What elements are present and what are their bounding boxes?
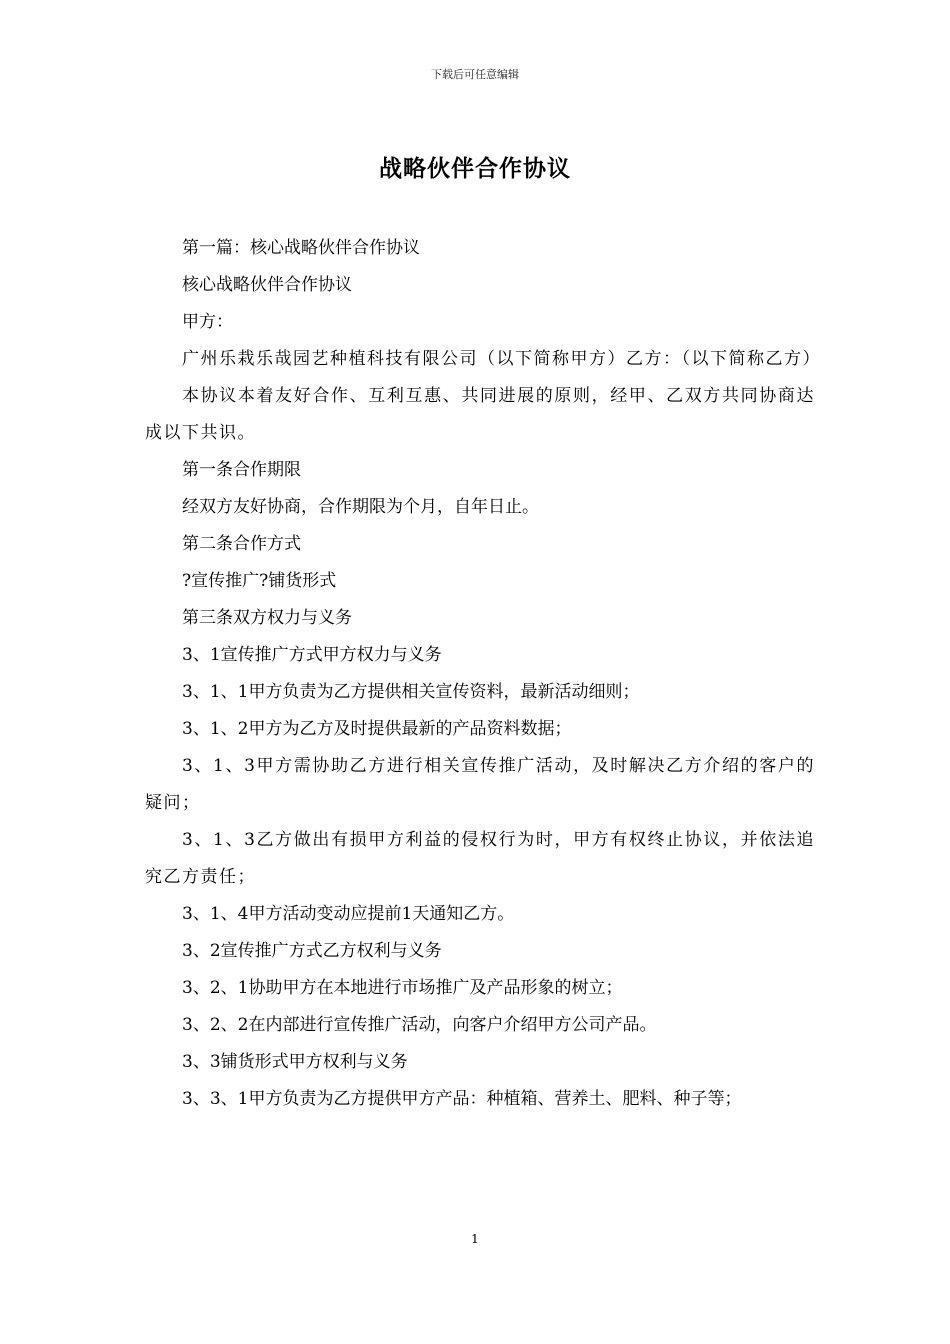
clause-paragraph: 3、1宣传推广方式甲方权力与义务	[182, 645, 442, 665]
article-heading: 第二条合作方式	[182, 534, 301, 554]
parties-paragraph: 广州乐栽乐哉园艺种植科技有限公司（以下简称甲方）乙方：（以下简称乙方）	[182, 349, 821, 369]
page-number: 1	[471, 1232, 479, 1246]
article-heading: 第三条双方权力与义务	[182, 608, 352, 628]
document-title: 战略伙伴合作协议	[379, 155, 571, 182]
clause-paragraph: 3、1、2甲方为乙方及时提供最新的产品资料数据；	[182, 719, 572, 739]
clause-paragraph: 3、1、3甲方需协助乙方进行相关宣传推广活动，及时解决乙方介绍的客户的疑问；	[145, 756, 815, 813]
clause-paragraph: 3、3铺货形式甲方权利与义务	[182, 1052, 408, 1072]
clause-paragraph: 3、2、1协助甲方在本地进行市场推广及产品形象的树立；	[182, 978, 623, 998]
clause-paragraph: 3、1、3乙方做出有损甲方利益的侵权行为时，甲方有权终止协议，并依法追究乙方责任；	[145, 830, 815, 887]
intro-paragraph: 本协议本着友好合作、互利互惠、共同进展的原则，经甲、乙双方共同协商达成以下共识。	[145, 386, 815, 443]
party-a-label: 甲方：	[182, 312, 233, 332]
clause-paragraph: 3、1、4甲方活动变动应提前1天通知乙方。	[182, 904, 515, 924]
page-header: 下载后可任意编辑	[431, 68, 519, 81]
article-heading: 第一条合作期限	[182, 460, 301, 480]
clause-paragraph: ?宣传推广?铺货形式	[182, 571, 337, 591]
clause-paragraph: 3、3、1甲方负责为乙方提供甲方产品：种植箱、营养土、肥料、种子等；	[182, 1089, 742, 1109]
section-heading: 第一篇：核心战略伙伴合作协议	[182, 238, 420, 258]
subtitle: 核心战略伙伴合作协议	[182, 275, 352, 295]
document-body	[145, 230, 821, 1118]
clause-paragraph: 经双方友好协商，合作期限为个月，自年日止。	[182, 497, 539, 517]
clause-paragraph: 3、2宣传推广方式乙方权利与义务	[182, 941, 442, 961]
clause-paragraph: 3、1、1甲方负责为乙方提供相关宣传资料，最新活动细则；	[182, 682, 640, 702]
clause-paragraph: 3、2、2在内部进行宣传推广活动，向客户介绍甲方公司产品。	[182, 1015, 657, 1035]
